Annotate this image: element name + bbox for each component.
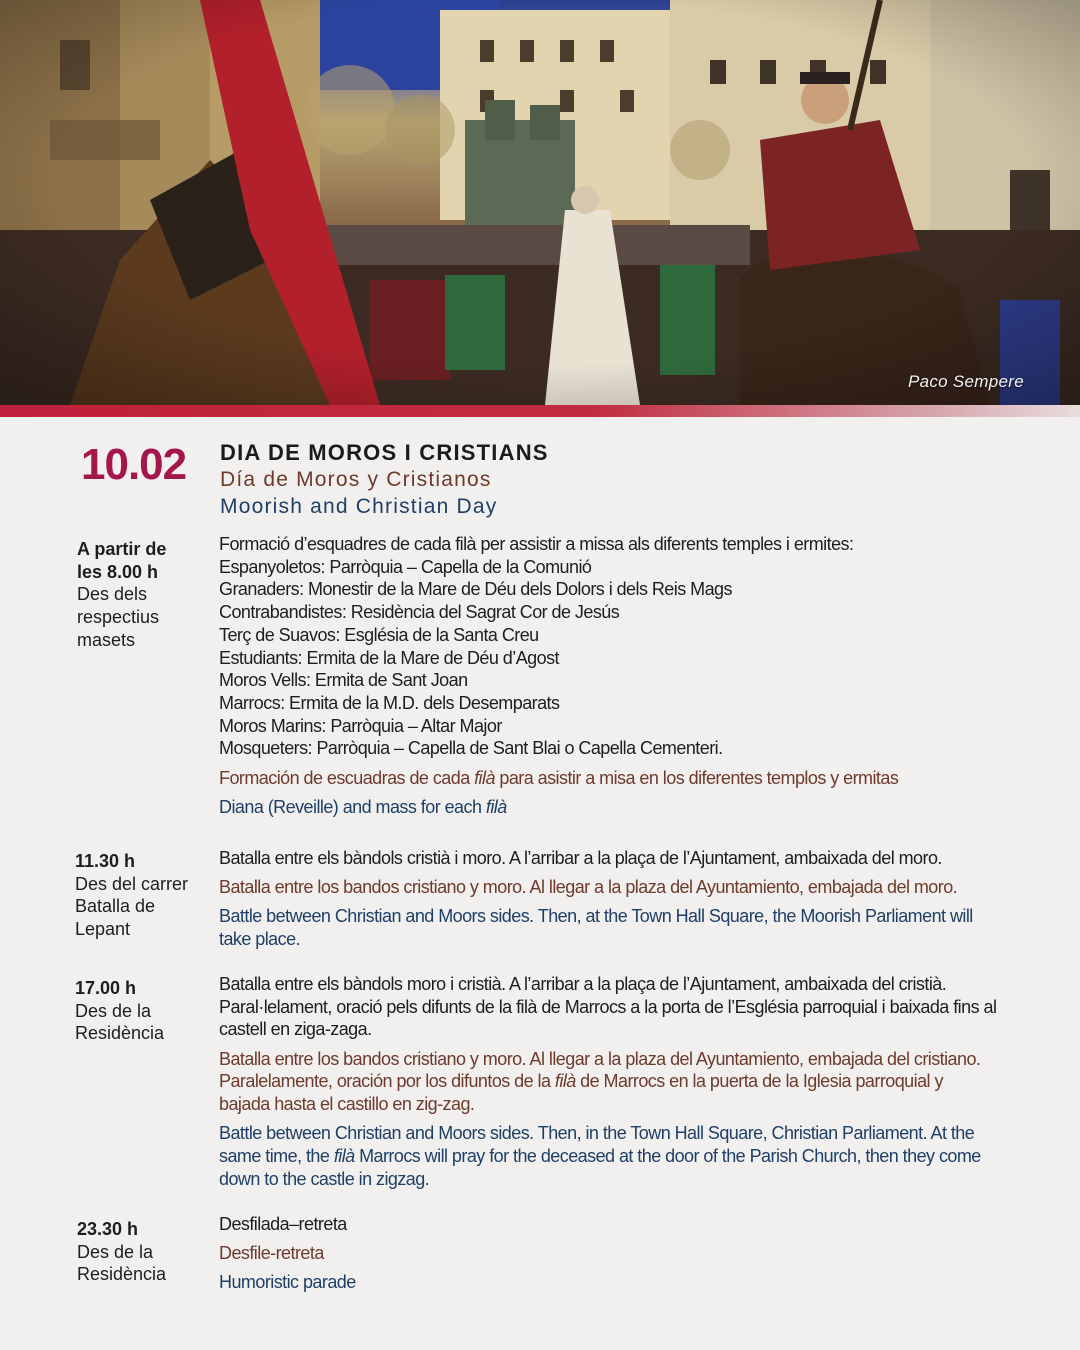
event-1-time-line1: A partir de [77, 539, 167, 559]
event-3-es-c: de Marrocs en la puerta de la Iglesia parroquial y bajada hasta el castillo en zig-zag. [219, 1071, 943, 1115]
event-2-es: Batalla entre los bandos cristiano y moro. Al llegar a la plaza del Ayuntamiento, embajada del moro. [219, 877, 958, 898]
event-3-es-fila: filà [554, 1071, 576, 1092]
event-1-ca-list-item: Moros Vells: Ermita de Sant Joan [219, 670, 468, 691]
event-1-body [219, 533, 1019, 818]
event-1-ca-list-item: Mosqueters: Parròquia – Capella de Sant Blai o Capella Cementeri. [219, 738, 723, 759]
event-1-ca-list-item: Terç de Suavos: Església de la Santa Creu [219, 624, 539, 645]
event-1-ca-intro: Formació d’esquadres de cada filà per assistir a missa als diferents temples i ermites: [219, 534, 854, 554]
title-english: Moorish and Christian Day [220, 495, 498, 518]
event-3-en-fila: filà [333, 1145, 355, 1166]
event-1-es-c: para asistir a misa en los diferentes templos y ermitas [494, 767, 899, 788]
event-3-place-line1: Des de la [75, 1000, 152, 1021]
event-3-body [219, 973, 1019, 1190]
event-2-place-line3: Lepant [75, 919, 131, 940]
event-1-en-fila: filà [485, 796, 507, 817]
event-3-en-c: Marrocs will pray for the deceased at the door of the Parish Church, then they come down to the castle in zigzag. [219, 1145, 981, 1189]
event-3-en [219, 1122, 1009, 1190]
event-2-ca: Batalla entre els bàndols cristià i moro. A l’arribar a la plaça de l’Ajuntament, ambaixada del moro. [219, 848, 942, 868]
event-date: 10.02 [81, 440, 187, 489]
event-4-en: Humoristic parade [219, 1272, 356, 1293]
event-1-es-a: Formación de escuadras de cada [219, 767, 475, 788]
event-1-place-line2: respectius [77, 607, 160, 628]
event-1-meta [77, 538, 166, 652]
event-3-en-a: Battle between Christian and Moors sides. Then, in the Town Hall Square, Christian Parliament. At the same time, the [219, 1123, 975, 1166]
event-1-ca-list-item: Marrocs: Ermita de la M.D. dels Desemparats [219, 692, 560, 713]
header-photo [0, 0, 1080, 405]
event-1-ca-list-item: Contrabandistes: Residència del Sagrat Cor de Jesús [219, 602, 620, 623]
event-3-meta [75, 977, 164, 1045]
event-1-en [219, 796, 1019, 819]
event-1-ca-list-item: Granaders: Monestir de la Mare de Déu dels Dolors i dels Reis Mags [219, 579, 732, 600]
event-4-meta [77, 1218, 166, 1286]
event-1-ca-list-item: Espanyoletos: Parròquia – Capella de la Comunió [219, 556, 592, 577]
event-4-place-line2: Residència [77, 1264, 167, 1285]
event-2-time: 11.30 h [75, 851, 136, 871]
event-3-time: 17.00 h [75, 978, 137, 998]
event-3-es [219, 1048, 994, 1116]
title-catalan: DIA DE MOROS I CRISTIANS [220, 440, 549, 465]
event-3-es-a: Batalla entre los bandos cristiano y moro. Al llegar a la plaza del Ayuntamiento, embajada del cristiano. Paralelamente, oración por los difuntos de la [219, 1048, 981, 1092]
event-2-body [219, 847, 1019, 951]
event-2-meta [75, 850, 188, 941]
event-1-es [219, 767, 1019, 790]
title-spanish: Día de Moros y Cristianos [220, 468, 492, 491]
event-4-place-line1: Des de la [77, 1241, 154, 1262]
event-1-ca-list-item: Estudiants: Ermita de la Mare de Déu d’Agost [219, 647, 559, 668]
event-4-body [219, 1213, 1019, 1294]
event-1-place-line1: Des dels [77, 584, 148, 605]
festival-photo-illustration [0, 0, 1080, 405]
photo-credit: Paco Sempere [907, 372, 1024, 391]
event-1-es-fila: filà [474, 767, 495, 788]
event-1-time-line2: les 8.00 h [77, 561, 159, 582]
event-3-ca: Batalla entre els bàndols moro i cristià. A l’arribar a la plaça de l’Ajuntament, ambaixada del cristià. Paral·lelament, oració pels difunts de la filà de Marrocs a la porta de l’Església parroquial i baixada fins al castell en ziga-zaga. [219, 974, 997, 1040]
event-4-ca: Desfilada–retreta [219, 1214, 347, 1234]
event-2-place-line1: Des del carrer [75, 873, 189, 894]
event-2-place-line2: Batalla de [75, 896, 156, 917]
event-1-en-a: Diana (Reveille) and mass for each [219, 796, 486, 817]
event-1-place-line3: masets [77, 629, 136, 650]
event-4-es: Desfile-retreta [219, 1243, 324, 1264]
event-1-ca-list-item: Moros Marins: Parròquia – Altar Major [219, 715, 502, 736]
event-4-time: 23.30 h [77, 1219, 139, 1239]
accent-band [0, 405, 1080, 417]
event-3-place-line2: Residència [75, 1023, 165, 1044]
event-2-en: Battle between Christian and Moors sides. Then, at the Town Hall Square, the Moorish Parliament will take place. [219, 906, 973, 950]
